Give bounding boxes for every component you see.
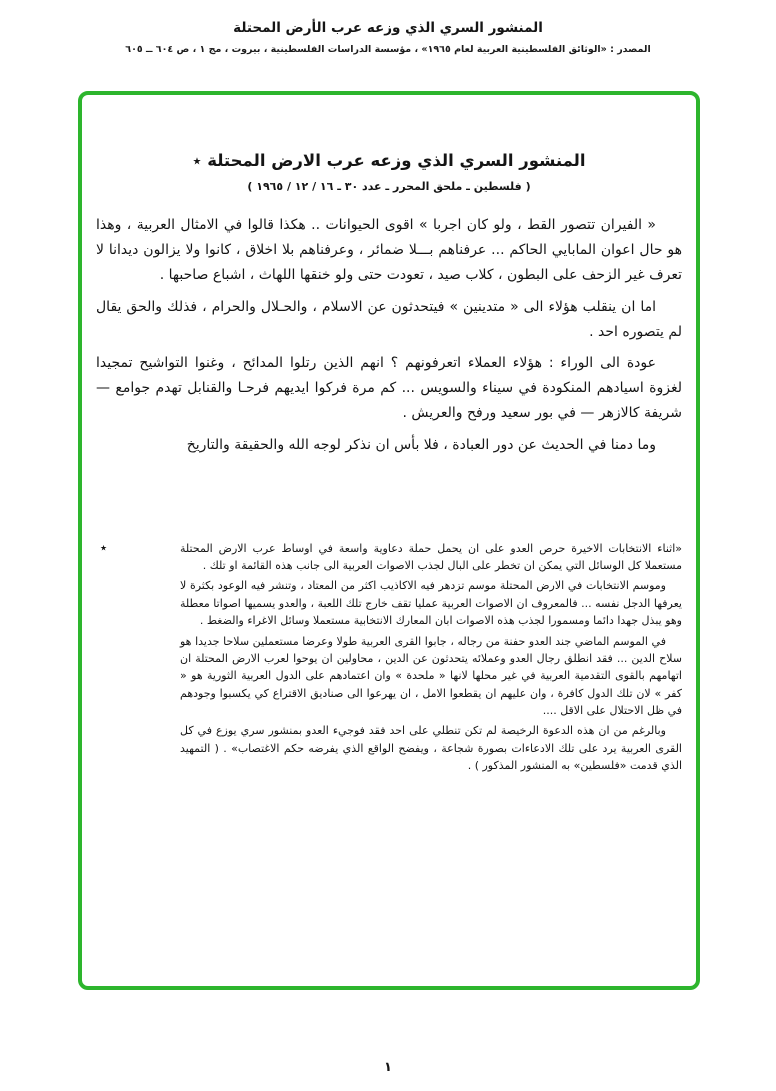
body-paragraph-1: « الفيران تتصور القط ، ولو كان اجربا » اقوى الحيوانات .. هكذا قالوا في الامثال العربية ، وهذا هو حال اعوان المابايي الحاكم ... عرفناهم بـــلا ضمائر ، وعرفناهم بلا اخلاق ، كانوا ولا يزالون ديدانا لا تعرف غير الزحف على البطون ، كلاب صيد ، تعودت حتى ولو خنقها اللهاث ، اشباع صاحبها . [96, 217, 682, 284]
body-paragraph-4: وما دمنا في الحديث عن دور العبادة ، فلا بأس ان نذكر لوجه الله والحقيقة والتاريخ [186, 436, 656, 453]
document-subtitle: ( فلسطين ـ ملحق المحرر ـ عدد ٣٠ ـ ١٦ / ١٢ / ١٩٦٥ ) [247, 180, 531, 193]
page-number: ١ [384, 1060, 392, 1075]
footnote-paragraph-3: في الموسم الماضي جند العدو حفنة من رجاله ، جابوا القرى العربية طولا وعرضا مستعملين سلاحا جديدا هو سلاح الدين ... فقد انطلق رجال العدو وعملائه يتحدثون عن الدين ، محاولين ان يوحوا لعرب الارض المحتلة ان اتهامهم بالقوى التقدمية العربية في غير محلها لانها « ملحدة » وان اعتمادهم على الدول العربية الثورية هو « كفر » لان تلك الدول كافرة ، وان عليهم ان يقطعوا الامل ، ان يهرعوا الى صناديق الاقتراع كي يكسبوا وجودهم في ظل الاحتلال على الاقل .... [180, 634, 682, 718]
header-title: المنشور السري الذي وزعه عرب الأرض المحتلة [233, 20, 543, 36]
footnote-paragraph-1: «اثناء الانتخابات الاخيرة حرص العدو على ان يحمل حملة دعاوية واسعة في اوساط عرب الارض المحتلة مستعملا كل الوسائل التي يمكن ان تخطر على البال لجذب الاصوات العربية الى جانب هذه القائمة او تلك . [180, 541, 682, 573]
green-document-frame [78, 91, 700, 990]
footnote-paragraph-2: وموسم الانتخابات في الارض المحتلة موسم تزدهر فيه الاكاذيب اكثر من المعتاد ، وتنشر فيه الوعود بكثرة لا يعرفها الدجل نفسه ... فالمعروف ان الاصوات العربية عمليا تقف خارج تلك اللعبة ، والعدو يسميها اصواتا معطلة وهو يبذل جهدا دائما ومسمورا لجذب هذه الاصوات ابان المعارك الانتخابية مستعملا وسائل الاغراء والضغط . [180, 579, 682, 628]
document-title: المنشور السري الذي وزعه عرب الارض المحتلة ٭ [192, 151, 586, 170]
body-paragraph-3: عودة الى الوراء : هؤلاء العملاء اتعرفونهم ؟ انهم الذين رتلوا المدائح ، وغنوا التواشيح تمجيدا لغزوة اسيادهم المنكودة في سيناء والسويس ... كم مرة فركوا ايديهم فرحـا والقنابل تهدم جوامع — شريفة كالازهر — في بور سعيد ورفح والعريش . [96, 354, 682, 422]
footnote-marker: ٭ [100, 540, 108, 556]
header-source-line: المصدر : «الوثائق الفلسطينية العربية لعام ١٩٦٥» ، مؤسسة الدراسات الفلسطينية ، بيروت ، مج ١ ، ص ٦٠٤ ــ ٦٠٥ [125, 44, 651, 55]
footnote-text [180, 540, 682, 775]
footnote-block [96, 540, 682, 775]
body-paragraph-2: اما ان ينقلب هؤلاء الى « متدينين » فيتحدثون عن الاسلام ، والحـلال والحرام ، فذلك والحق يقال لم يتصوره احد . [96, 298, 682, 340]
page-header [0, 20, 776, 55]
footnote-paragraph-4: وبالرغم من ان هذه الدعوة الرخيصة لم تكن تنطلي على احد فقد فوجيء العدو بمنشور سري يوزع في كل القرى العربية يرد على تلك الادعاءات بصورة شجاعة ، ويفضح الواقع الذي يفرضه حكم الاغتصاب» . ( التمهيد الذي قدمت «فلسطين» به المنشور المذكور ) . [180, 724, 682, 773]
document-body [96, 213, 682, 458]
